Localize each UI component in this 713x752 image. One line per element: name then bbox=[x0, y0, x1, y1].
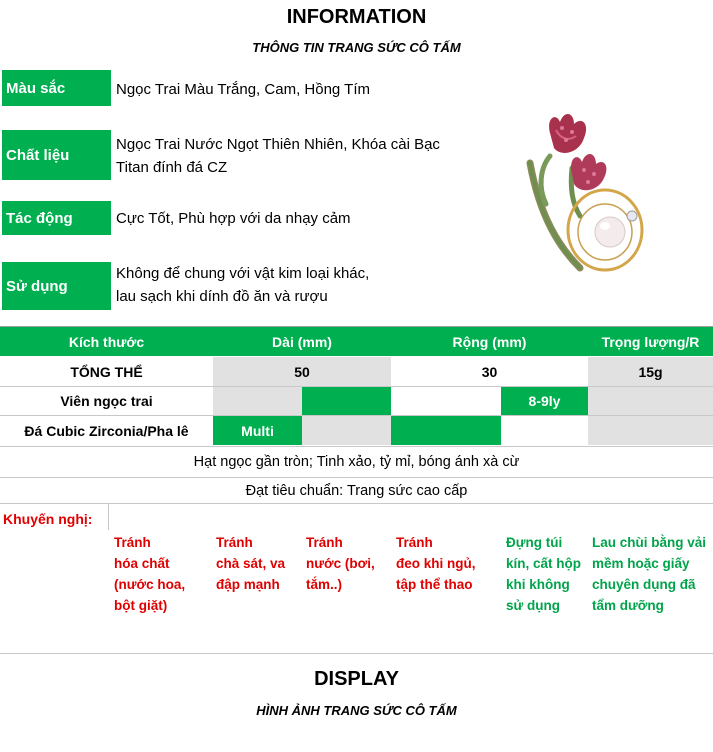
stone-cell-5 bbox=[588, 416, 713, 445]
value-color: Ngọc Trai Màu Trắng, Cam, Hồng Tím bbox=[116, 81, 370, 98]
header-length: Dài (mm) bbox=[213, 327, 391, 356]
note-standard: Đạt tiêu chuẩn: Trang sức cao cấp bbox=[245, 482, 468, 499]
recommendation-item: Tránh nước (bơi, tắm..) bbox=[306, 535, 375, 592]
pearl-cell-3 bbox=[391, 387, 501, 415]
display-title: DISPLAY bbox=[314, 668, 399, 690]
note-quality: Hạt ngọc gần tròn; Tinh xảo, tỷ mỉ, bóng ánh xà cừ bbox=[193, 454, 520, 470]
header-weight: Trọng lượng/R bbox=[588, 327, 713, 356]
page-title: INFORMATION bbox=[286, 6, 427, 28]
recommendation-item: Đựng túi kín, cất hộp khi không sử dụng bbox=[506, 535, 582, 613]
header-width: Rộng (mm) bbox=[391, 327, 588, 356]
label-usage: Sử dụng bbox=[2, 262, 111, 310]
label-effect: Tác động bbox=[2, 201, 111, 235]
stone-value: Multi bbox=[213, 416, 302, 445]
recommendation-label: Khuyến nghị: bbox=[3, 511, 93, 527]
value-usage: Không để chung với vật kim loại khác, lau sạch khi dính đồ ăn và rượu bbox=[116, 265, 370, 305]
value-effect: Cực Tốt, Phù hợp với da nhạy cảm bbox=[116, 210, 351, 227]
recommendation-item: Tránh hóa chất (nước hoa, bột giặt) bbox=[114, 535, 186, 613]
stone-cell-3 bbox=[391, 416, 501, 445]
overall-width: 30 bbox=[481, 363, 498, 380]
brooch-image bbox=[510, 108, 650, 293]
overall-weight: 15g bbox=[588, 357, 713, 386]
pearl-label: Viên ngọc trai bbox=[60, 393, 153, 409]
recommendation-item: Tránh chà sát, va đập mạnh bbox=[216, 535, 286, 592]
recommendation-item: Tránh đeo khi ngủ, tập thể thao bbox=[396, 535, 476, 592]
label-material: Chất liệu bbox=[2, 130, 111, 180]
overall-length: 50 bbox=[213, 357, 391, 386]
label-color: Màu sắc bbox=[2, 70, 111, 106]
header-size: Kích thước bbox=[0, 327, 213, 356]
stone-label: Đá Cubic Zirconia/Pha lê bbox=[24, 422, 189, 439]
pearl-cell-2 bbox=[302, 387, 391, 415]
stone-cell-2 bbox=[302, 416, 391, 445]
pearl-cell-1 bbox=[213, 387, 302, 415]
pearl-size: 8-9ly bbox=[501, 387, 588, 415]
stone-cell-4 bbox=[501, 416, 588, 445]
recommendation-item: Lau chùi bằng vải mềm hoặc giấy chuyên dụng đã tẩm dưỡng bbox=[592, 535, 707, 613]
pearl-cell-5 bbox=[588, 387, 713, 415]
overall-label: TỔNG THỂ bbox=[70, 363, 143, 380]
page-subtitle: THÔNG TIN TRANG SỨC CÔ TẤM bbox=[252, 40, 461, 55]
value-material: Ngọc Trai Nước Ngọt Thiên Nhiên, Khóa cài Bạc Titan đính đá CZ bbox=[116, 136, 440, 176]
display-subtitle: HÌNH ẢNH TRANG SỨC CÔ TẤM bbox=[256, 703, 457, 718]
